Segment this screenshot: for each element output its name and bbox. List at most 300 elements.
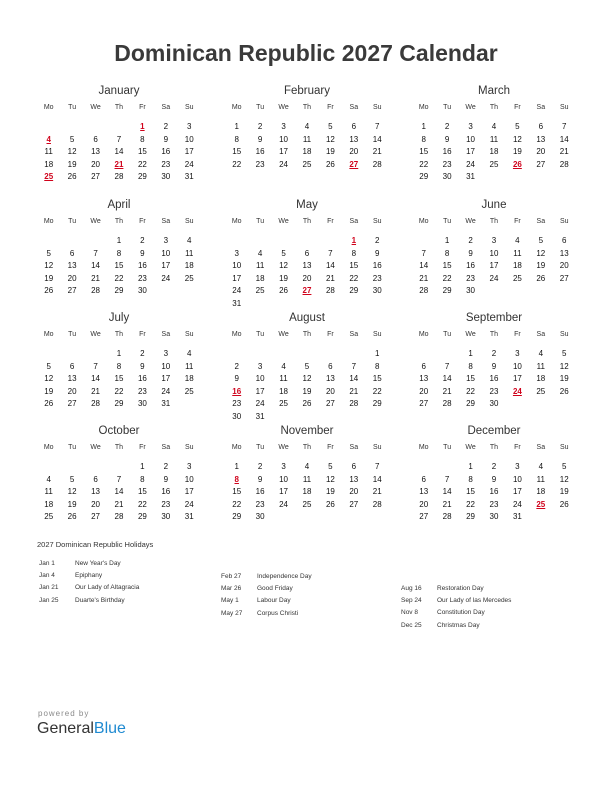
- week-row: [225, 361, 389, 374]
- day-cell: 27: [91, 172, 100, 181]
- day-cell: 21: [372, 487, 382, 496]
- weekday-label: Fr: [327, 218, 334, 225]
- day-cell: 25: [44, 512, 54, 521]
- day-cell: 4: [187, 349, 192, 358]
- day-cell: 20: [349, 147, 359, 156]
- day-cell: 22: [114, 273, 124, 283]
- day-cell: 6: [328, 361, 333, 371]
- day-cell: 25: [184, 386, 194, 396]
- weekday-header: [412, 218, 576, 228]
- month-name: November: [280, 425, 334, 437]
- day-cell: 4: [491, 122, 497, 131]
- month-february: [225, 84, 389, 171]
- day-cell: 1: [140, 462, 145, 471]
- day-cell: 7: [444, 474, 450, 484]
- holiday-name: Independence Day: [257, 573, 312, 580]
- day-cell: 28: [114, 172, 124, 181]
- empty-day-cell: [342, 411, 365, 424]
- day-cell: 17: [512, 374, 522, 383]
- day-cell: 9: [257, 134, 263, 144]
- day-cell: 1: [421, 122, 426, 131]
- day-cell: 3: [163, 236, 169, 245]
- day-cell: 14: [91, 261, 100, 270]
- day-cell: 22: [137, 499, 147, 509]
- day-cell: 17: [255, 386, 265, 396]
- empty-day-cell: [84, 121, 107, 134]
- empty-day-cell: [342, 298, 365, 311]
- day-cell: 7: [444, 361, 450, 371]
- day-cell: 29: [466, 399, 475, 408]
- weekday-label: Mo: [231, 331, 242, 338]
- day-cell: 13: [91, 147, 100, 156]
- empty-day-cell: [366, 298, 389, 311]
- week-row: [225, 134, 389, 147]
- day-cell: 20: [419, 386, 429, 396]
- day-cell: 16: [137, 261, 147, 270]
- holiday-date: Feb 27: [221, 573, 242, 580]
- month-november: [225, 424, 389, 524]
- day-cell: 6: [421, 474, 426, 484]
- day-cell: 4: [515, 236, 520, 245]
- month-may: [225, 198, 389, 310]
- day-cell: 9: [491, 361, 497, 371]
- week-row: [225, 146, 389, 159]
- day-cell: 26: [302, 399, 312, 408]
- week-row: [412, 361, 576, 374]
- empty-day-cell: [178, 285, 201, 298]
- month-october: [37, 424, 201, 524]
- day-cell: 6: [93, 474, 98, 484]
- day-cell: 2: [234, 361, 239, 371]
- day-cell: 15: [137, 147, 147, 156]
- empty-day-cell: [529, 285, 552, 298]
- empty-day-cell: [319, 411, 342, 424]
- day-cell: 17: [161, 261, 171, 270]
- weekday-label: Th: [114, 331, 124, 338]
- day-cell: 5: [328, 462, 333, 471]
- empty-day-cell: [84, 348, 107, 361]
- day-cell: 16: [232, 386, 242, 396]
- day-cell: 22: [466, 386, 475, 396]
- weekday-label: Su: [372, 331, 382, 338]
- day-cell: 18: [512, 261, 522, 270]
- weekday-label: We: [465, 444, 476, 451]
- day-cell: 13: [419, 487, 429, 496]
- day-cell: 20: [91, 159, 100, 169]
- day-cell: 27: [419, 399, 429, 408]
- day-cell: 26: [67, 172, 77, 181]
- day-cell: 3: [281, 462, 286, 471]
- week-row: [225, 298, 389, 311]
- week-row: [412, 499, 576, 512]
- day-cell: 12: [67, 487, 77, 496]
- day-cell: 2: [491, 349, 497, 358]
- day-cell: 23: [489, 499, 499, 509]
- day-cell: 3: [515, 462, 520, 471]
- day-cell: 8: [140, 474, 145, 484]
- day-cell: 29: [442, 286, 452, 295]
- day-grid: [225, 348, 389, 423]
- day-grid: [225, 235, 389, 310]
- brand-general: General: [37, 720, 94, 737]
- month-name: October: [98, 425, 140, 437]
- empty-day-cell: [482, 285, 505, 298]
- day-cell: 9: [257, 474, 263, 484]
- week-row: [37, 159, 201, 172]
- day-cell: 14: [442, 487, 452, 496]
- day-cell: 3: [491, 236, 497, 245]
- day-cell: 26: [44, 399, 54, 408]
- empty-day-cell: [248, 235, 271, 248]
- day-cell: 23: [255, 499, 265, 509]
- empty-day-cell: [37, 461, 60, 474]
- day-cell: 4: [187, 236, 192, 245]
- day-cell: 11: [279, 374, 288, 383]
- day-cell: 9: [444, 134, 450, 144]
- day-cell: 12: [512, 134, 522, 144]
- day-cell: 5: [69, 474, 75, 484]
- week-row: [37, 146, 201, 159]
- day-cell: 12: [325, 134, 335, 144]
- day-cell: 13: [349, 134, 359, 144]
- week-row: [412, 273, 576, 286]
- day-cell: 24: [279, 499, 288, 509]
- weekday-label: Fr: [514, 444, 521, 451]
- day-cell: 26: [325, 159, 335, 169]
- day-cell: 7: [328, 248, 333, 258]
- weekday-label: Mo: [43, 444, 54, 451]
- weekday-label: Tu: [443, 104, 452, 111]
- day-cell: 22: [232, 159, 242, 169]
- day-cell: 17: [489, 261, 499, 270]
- weekday-header: [412, 104, 576, 114]
- day-cell: 24: [489, 273, 499, 283]
- week-row: [225, 411, 389, 424]
- day-cell: 29: [372, 399, 382, 408]
- month-name: June: [481, 199, 507, 211]
- day-cell: 31: [184, 172, 194, 181]
- day-cell: 25: [302, 499, 312, 509]
- day-cell: 20: [536, 147, 546, 156]
- weekday-label: We: [465, 218, 476, 225]
- week-row: [225, 511, 389, 524]
- holiday-name: Our Lady of Altagracia: [75, 584, 140, 592]
- day-cell: 18: [255, 273, 265, 283]
- day-cell: 16: [255, 147, 265, 156]
- day-cell: 29: [137, 512, 147, 521]
- day-cell: 15: [232, 487, 242, 496]
- empty-day-cell: [342, 511, 365, 524]
- weekday-label: Tu: [443, 218, 452, 225]
- weekday-label: Sa: [349, 444, 359, 451]
- holiday-item: [39, 558, 139, 570]
- day-cell: 16: [489, 374, 499, 383]
- empty-day-cell: [248, 298, 271, 311]
- day-cell: 29: [232, 512, 242, 521]
- day-cell: 12: [279, 261, 288, 270]
- weekday-label: Sa: [536, 444, 546, 451]
- day-cell: 2: [163, 462, 169, 471]
- weekday-label: Fr: [327, 331, 334, 338]
- weekday-label: Th: [302, 218, 312, 225]
- day-cell: 28: [349, 399, 359, 408]
- day-cell: 5: [46, 361, 51, 371]
- day-cell: 31: [255, 411, 265, 421]
- week-row: [37, 474, 201, 487]
- day-cell: 24: [512, 386, 522, 396]
- day-cell: 21: [559, 147, 569, 156]
- month-name: March: [478, 85, 510, 97]
- day-cell: 26: [512, 159, 522, 169]
- weekday-label: We: [278, 444, 289, 451]
- weekday-label: We: [465, 104, 476, 111]
- day-cell: 11: [185, 248, 194, 258]
- day-cell: 26: [559, 386, 569, 396]
- empty-day-cell: [60, 348, 83, 361]
- day-cell: 12: [325, 474, 335, 484]
- weekday-header: [225, 218, 389, 228]
- weekday-label: We: [90, 218, 101, 225]
- day-cell: 10: [489, 248, 499, 258]
- week-row: [37, 486, 201, 499]
- day-cell: 4: [538, 462, 544, 471]
- day-cell: 19: [44, 386, 54, 396]
- day-cell: 20: [349, 487, 359, 496]
- week-row: [225, 248, 389, 261]
- day-cell: 7: [93, 361, 98, 371]
- week-row: [37, 260, 201, 273]
- day-cell: 17: [232, 273, 242, 283]
- holiday-item: [401, 607, 511, 619]
- day-cell: 18: [536, 374, 546, 383]
- weekday-label: Tu: [443, 444, 452, 451]
- week-row: [225, 499, 389, 512]
- day-cell: 20: [91, 499, 100, 509]
- week-row: [225, 121, 389, 134]
- empty-day-cell: [435, 348, 458, 361]
- day-cell: 16: [255, 487, 265, 496]
- week-row: [37, 499, 201, 512]
- day-cell: 3: [187, 122, 192, 131]
- month-june: [412, 198, 576, 298]
- day-cell: 18: [302, 487, 312, 496]
- day-cell: 7: [93, 248, 98, 258]
- day-cell: 17: [512, 487, 522, 496]
- day-cell: 2: [163, 122, 169, 131]
- day-cell: 2: [140, 349, 145, 358]
- generalblue-logo[interactable]: [37, 720, 126, 738]
- day-cell: 29: [349, 286, 359, 295]
- day-cell: 18: [184, 261, 194, 270]
- day-cell: 16: [372, 261, 382, 270]
- day-cell: 21: [114, 159, 124, 169]
- day-cell: 21: [442, 386, 452, 396]
- day-cell: 24: [161, 386, 171, 396]
- weekday-label: Sa: [536, 104, 546, 111]
- day-cell: 3: [515, 349, 520, 358]
- day-cell: 29: [466, 512, 475, 521]
- holiday-item: [401, 595, 511, 607]
- empty-day-cell: [553, 285, 576, 298]
- day-cell: 15: [349, 261, 359, 270]
- empty-day-cell: [506, 285, 529, 298]
- week-row: [37, 285, 201, 298]
- weekday-label: Su: [559, 104, 569, 111]
- day-cell: 13: [302, 261, 312, 270]
- empty-day-cell: [506, 398, 529, 411]
- week-row: [412, 248, 576, 261]
- empty-day-cell: [319, 511, 342, 524]
- day-cell: 23: [137, 386, 147, 396]
- day-cell: 24: [232, 286, 242, 295]
- empty-day-cell: [295, 411, 318, 424]
- day-cell: 4: [304, 122, 310, 131]
- day-cell: 25: [255, 286, 265, 295]
- day-cell: 24: [279, 159, 288, 169]
- weekday-label: Sa: [161, 444, 171, 451]
- day-cell: 27: [67, 286, 77, 295]
- month-name: January: [98, 85, 140, 97]
- day-cell: 7: [421, 248, 426, 258]
- weekday-label: Su: [184, 331, 194, 338]
- empty-day-cell: [60, 235, 83, 248]
- holiday-date: May 27: [221, 609, 243, 617]
- day-cell: 12: [559, 361, 569, 371]
- day-cell: 1: [116, 349, 122, 358]
- holiday-name: Duarte's Birthday: [75, 596, 125, 604]
- day-cell: 26: [536, 273, 546, 283]
- day-cell: 25: [536, 386, 546, 396]
- day-cell: 14: [419, 261, 429, 270]
- weekday-label: We: [278, 104, 289, 111]
- week-row: [225, 486, 389, 499]
- day-cell: 12: [44, 261, 54, 270]
- day-cell: 28: [372, 159, 382, 169]
- day-cell: 29: [137, 172, 147, 181]
- day-cell: 31: [232, 298, 242, 308]
- day-cell: 31: [466, 172, 475, 181]
- day-cell: 10: [161, 361, 171, 371]
- day-cell: 8: [351, 248, 357, 258]
- day-cell: 8: [421, 134, 426, 144]
- weekday-label: Su: [184, 104, 194, 111]
- day-cell: 15: [419, 147, 429, 156]
- weekday-label: Su: [559, 331, 569, 338]
- day-cell: 6: [304, 248, 310, 258]
- weekday-label: Fr: [139, 444, 146, 451]
- week-row: [37, 235, 201, 248]
- day-cell: 30: [489, 399, 499, 408]
- weekday-label: Tu: [256, 331, 265, 338]
- week-row: [37, 121, 201, 134]
- week-row: [412, 235, 576, 248]
- holiday-date: Jan 4: [39, 572, 55, 580]
- empty-day-cell: [319, 348, 342, 361]
- day-grid: [37, 121, 201, 184]
- day-cell: 28: [419, 286, 429, 295]
- empty-day-cell: [366, 411, 389, 424]
- day-cell: 25: [302, 159, 312, 169]
- empty-day-cell: [154, 285, 177, 298]
- weekday-label: Fr: [327, 104, 334, 111]
- weekday-label: Th: [114, 444, 124, 451]
- day-cell: 20: [419, 499, 429, 509]
- day-cell: 1: [351, 236, 357, 245]
- day-cell: 15: [372, 374, 382, 383]
- day-cell: 28: [442, 512, 452, 521]
- day-cell: 19: [536, 261, 546, 270]
- week-row: [225, 260, 389, 273]
- holiday-column: [39, 558, 139, 607]
- day-grid: [225, 121, 389, 171]
- weekday-label: Mo: [231, 444, 242, 451]
- weekday-label: We: [278, 331, 289, 338]
- day-cell: 15: [232, 147, 242, 156]
- day-cell: 13: [419, 374, 429, 383]
- weekday-header: [412, 331, 576, 341]
- day-cell: 15: [466, 374, 475, 383]
- day-cell: 18: [536, 487, 546, 496]
- day-cell: 4: [46, 474, 51, 484]
- day-cell: 19: [559, 374, 569, 383]
- holiday-item: [221, 595, 312, 607]
- day-cell: 27: [91, 512, 100, 521]
- day-cell: 28: [559, 159, 569, 169]
- weekday-label: Th: [489, 104, 499, 111]
- month-name: May: [296, 199, 318, 211]
- day-cell: 7: [562, 122, 567, 131]
- day-cell: 30: [232, 411, 242, 421]
- weekday-label: Tu: [68, 444, 77, 451]
- day-cell: 13: [559, 248, 569, 258]
- day-cell: 15: [466, 487, 475, 496]
- day-cell: 25: [184, 273, 194, 283]
- day-cell: 6: [69, 248, 75, 258]
- day-cell: 27: [536, 159, 546, 169]
- day-cell: 14: [114, 487, 124, 496]
- day-cell: 27: [325, 399, 335, 408]
- day-cell: 6: [421, 361, 426, 371]
- day-cell: 5: [515, 122, 520, 131]
- day-cell: 9: [140, 361, 145, 371]
- empty-day-cell: [178, 398, 201, 411]
- day-cell: 26: [44, 286, 54, 295]
- day-cell: 16: [442, 147, 452, 156]
- empty-day-cell: [107, 461, 130, 474]
- day-cell: 6: [93, 134, 98, 144]
- week-row: [225, 235, 389, 248]
- day-cell: 23: [137, 273, 147, 283]
- day-cell: 25: [44, 172, 54, 181]
- week-row: [37, 398, 201, 411]
- week-row: [412, 285, 576, 298]
- day-cell: 8: [116, 248, 122, 258]
- week-row: [37, 373, 201, 386]
- day-cell: 30: [489, 512, 499, 521]
- weekday-label: Fr: [139, 104, 146, 111]
- holiday-column: [401, 583, 511, 632]
- day-cell: 27: [349, 499, 359, 509]
- day-cell: 2: [444, 122, 450, 131]
- weekday-label: Th: [302, 104, 312, 111]
- week-row: [225, 461, 389, 474]
- week-row: [225, 285, 389, 298]
- day-cell: 3: [163, 349, 169, 358]
- day-cell: 15: [442, 261, 452, 270]
- weekday-label: Th: [114, 218, 124, 225]
- day-cell: 3: [234, 248, 239, 258]
- day-cell: 10: [184, 134, 194, 144]
